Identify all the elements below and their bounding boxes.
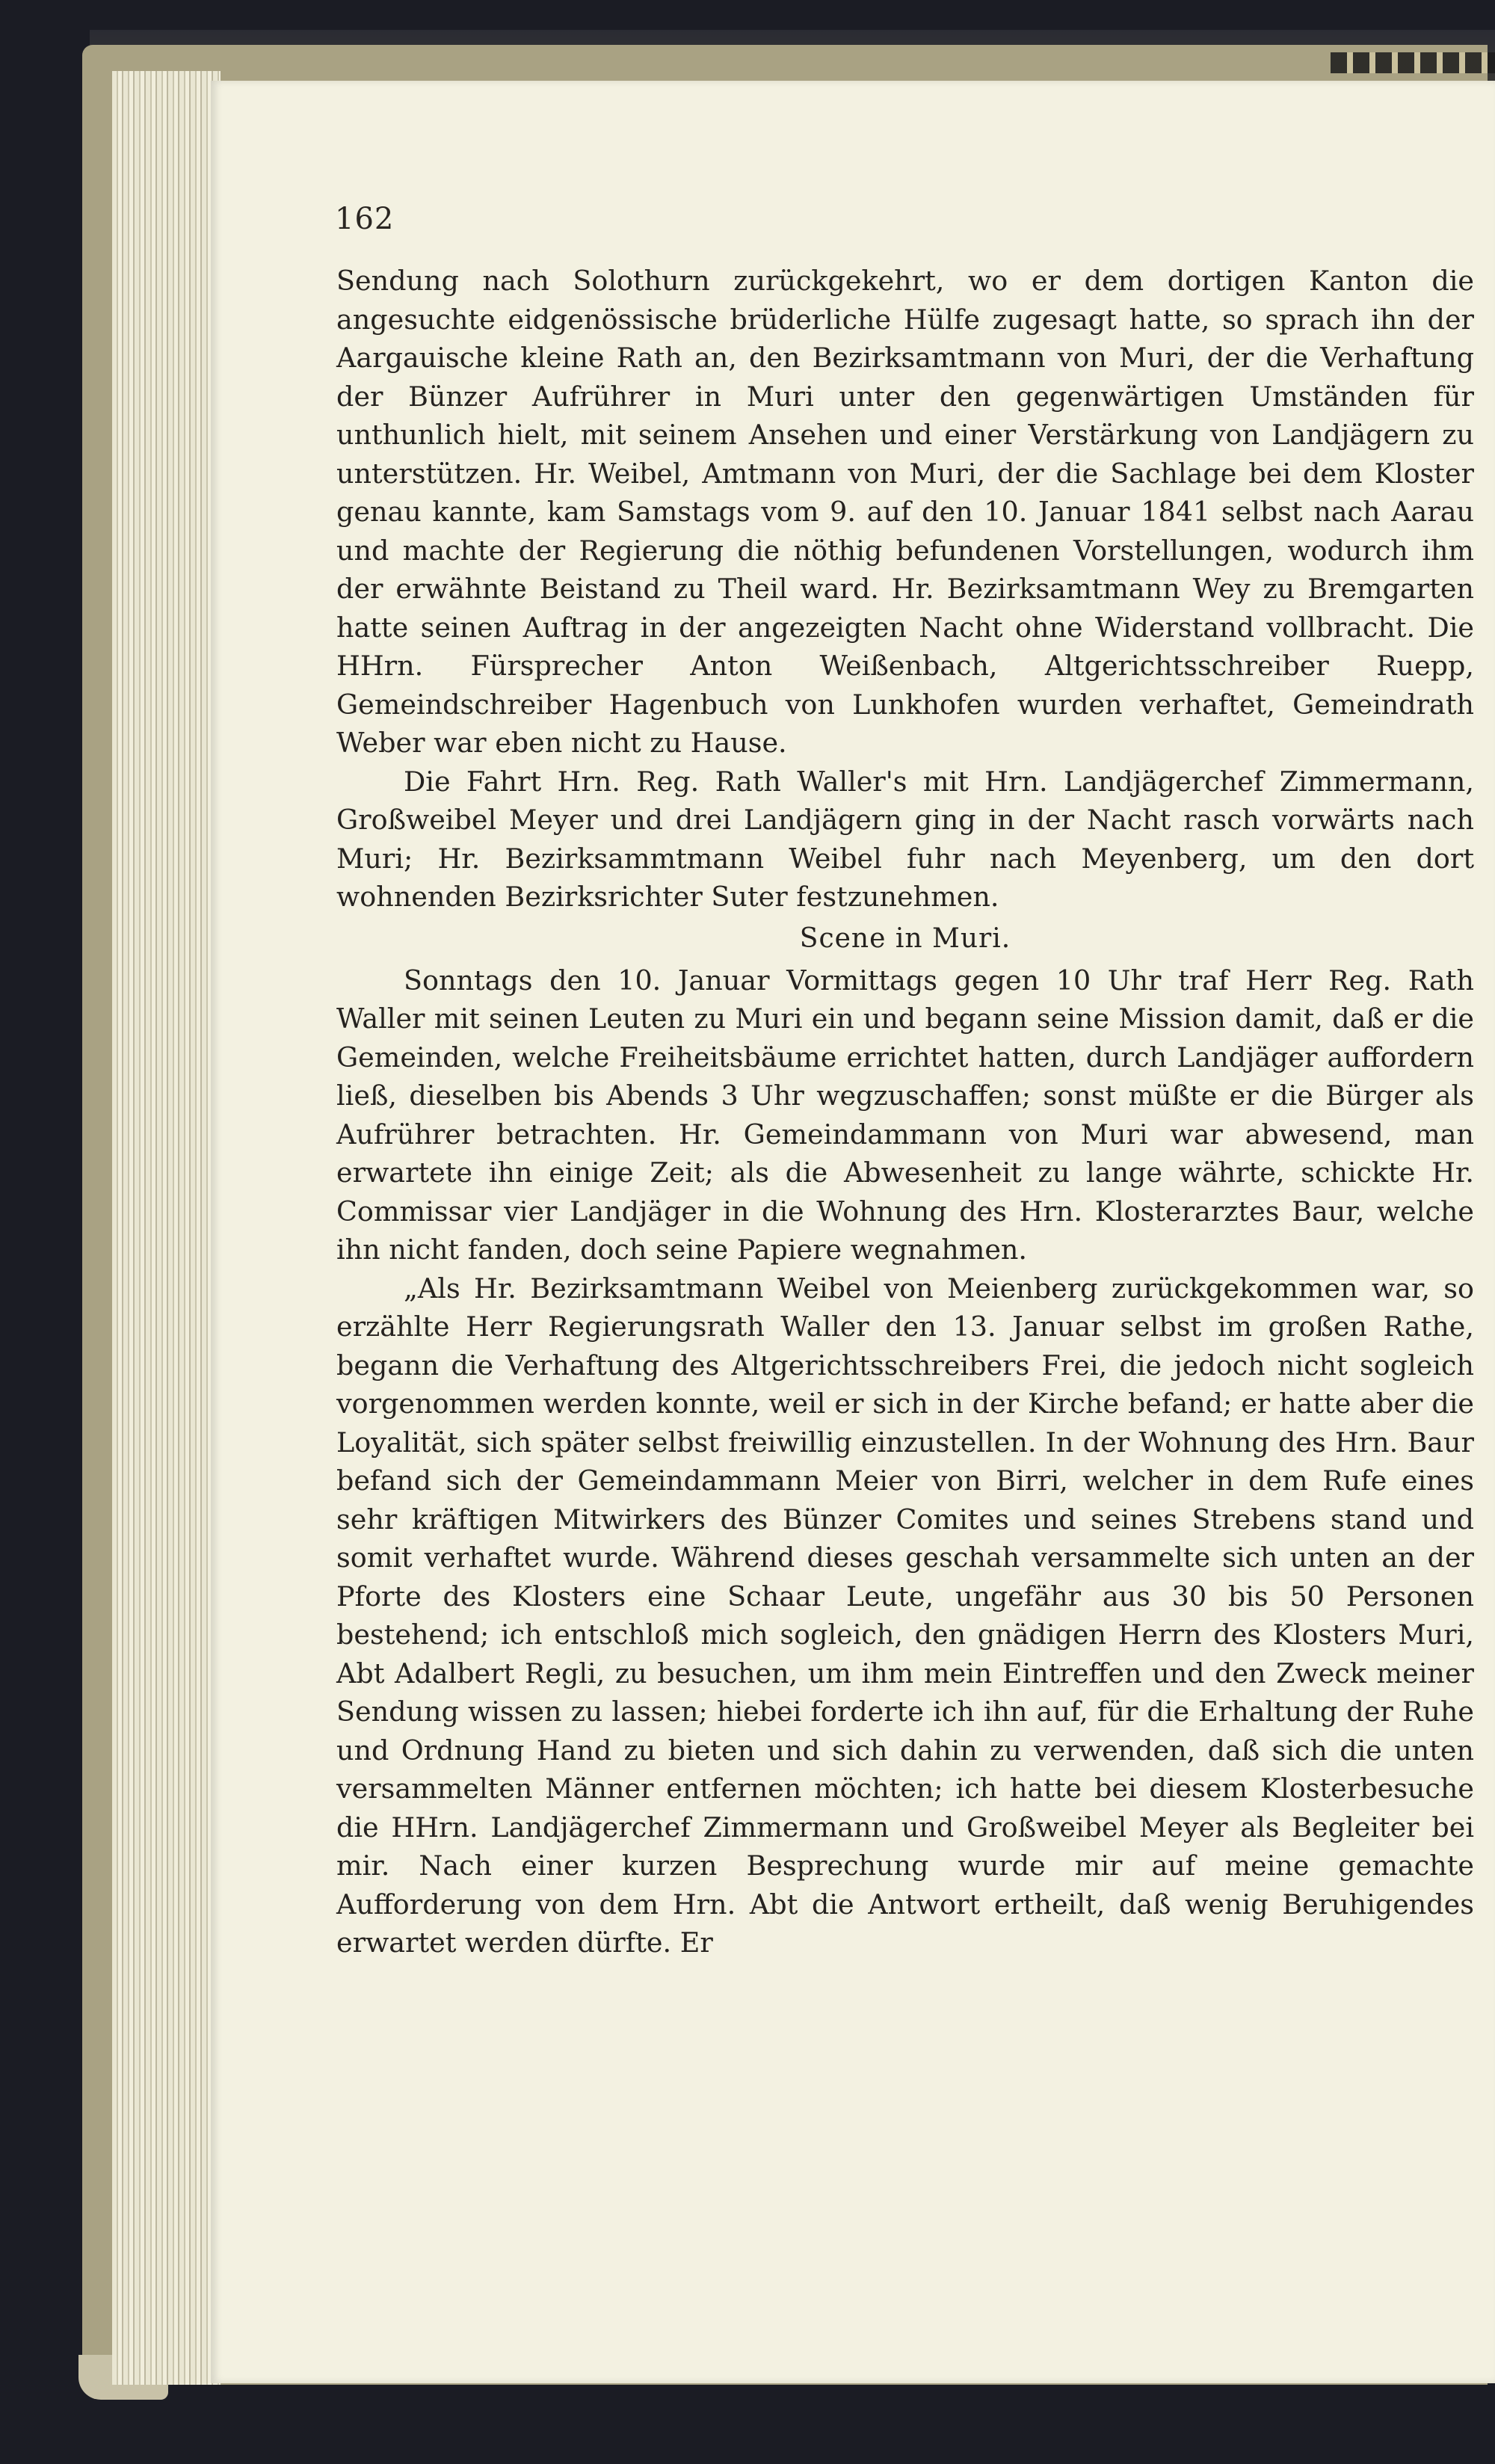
page-number: 162 — [335, 202, 395, 236]
facing-page-edge — [1331, 52, 1495, 73]
paragraph-3: Sonntags den 10. Januar Vormittags gegen 10 Uhr traf Herr Reg. Rath Waller mit seinen Leuten zu Muri ein und begann seine Mission damit, daß er die Gemeinden, welche Freiheitsbäume errichtet hatten, durch Landjäger auffordern ließ, dieselben bis Abends 3 Uhr wegzuschaffen; sonst müßte er die Bürger als Aufrührer betrachten. Hr. Gemeindammann von Muri war abwesend, man erwartete ihn einige Zeit; als die Abwesenheit zu lange währte, schickte Hr. Commissar vier Landjäger in die Wohnung des Hrn. Klosterarztes Baur, welche ihn nicht fanden, doch seine Papiere wegnahmen. — [336, 964, 1474, 1266]
paragraph-4: „Als Hr. Bezirksamtmann Weibel von Meienberg zurückgekommen war, so erzählte Herr Regierungsrath Waller den 13. Januar selbst im großen Rathe, begann die Verhaftung des Altgerichtsschreibers Frei, die jedoch nicht sogleich vorgenommen werden konnte, weil er sich in der Kirche befand; er hatte aber die Loyalität, sich später selbst freiwillig einzustellen. In der Wohnung des Hrn. Baur befand sich der Gemeindammann Meier von Birri, welcher in dem Rufe eines sehr kräftigen Mitwirkers des Bünzer Comites und seines Strebens stand und somit verhaftet wurde. Während dieses geschah versammelte sich unten an der Pforte des Klosters eine Schaar Leute, ungefähr aus 30 bis 50 Personen bestehend; ich entschloß mich sogleich, den gnädigen Herrn des Klosters Muri, Abt Adalbert Regli, zu besuchen, um ihm mein Eintreffen und den Zweck meiner Sendung wissen zu lassen; hiebei forderte ich ihn auf, für die Erhaltung der Ruhe und Ordnung Hand zu bieten und sich dahin zu verwenden, daß sich die unten versammelten Männer entfernen möchten; ich hatte bei diesem Klosterbesuche die HHrn. Landjägerchef Zimmermann und Großweibel Meyer als Begleiter bei mir. Nach einer kurzen Besprechung wurde mir auf meine gemachte Aufforderung von dem Hrn. Abt die Antwort ertheilt, daß wenig Beruhigendes erwartet werden dürfte. Er — [336, 1272, 1474, 1959]
paragraph-2: Die Fahrt Hrn. Reg. Rath Waller's mit Hrn. Landjägerchef Zimmermann, Großweibel Meyer und drei Landjägern ging in der Nacht rasch vorwärts nach Muri; Hr. Bezirksammtmann Weibel fuhr nach Meyenberg, um den dort wohnenden Bezirksrichter Suter festzunehmen. — [336, 765, 1474, 913]
page-edges — [112, 71, 221, 2385]
paragraph-1: Sendung nach Solothurn zurückgekehrt, wo er dem dortigen Kanton die angesuchte eidgenössische brüderliche Hülfe zugesagt hatte, so sprach ihn der Aargauische kleine Rath an, den Bezirksamtmann von Muri, der die Verhaftung der Bünzer Aufrührer in Muri unter den gegenwärtigen Umständen für unthunlich hielt, mit seinem Ansehen und einer Verstärkung von Landjägern zu unterstützen. Hr. Weibel, Amtmann von Muri, der die Sachlage bei dem Kloster genau kannte, kam Samstags vom 9. auf den 10. Januar 1841 selbst nach Aarau und machte der Regierung die nöthig befundenen Vorstellungen, wodurch ihm der erwähnte Beistand zu Theil ward. Hr. Bezirksamtmann Wey zu Bremgarten hatte seinen Auftrag in der angezeigten Nacht ohne Widerstand vollbracht. Die HHrn. Fürsprecher Anton Weißenbach, Altgerichtsschreiber Ruepp, Gemeindschreiber Hagenbuch von Lunkhofen wurden verhaftet, Gemeindrath Weber war eben nicht zu Hause. — [336, 265, 1474, 759]
body-text — [336, 262, 1474, 1962]
section-heading: Scene in Muri. — [799, 923, 1011, 954]
